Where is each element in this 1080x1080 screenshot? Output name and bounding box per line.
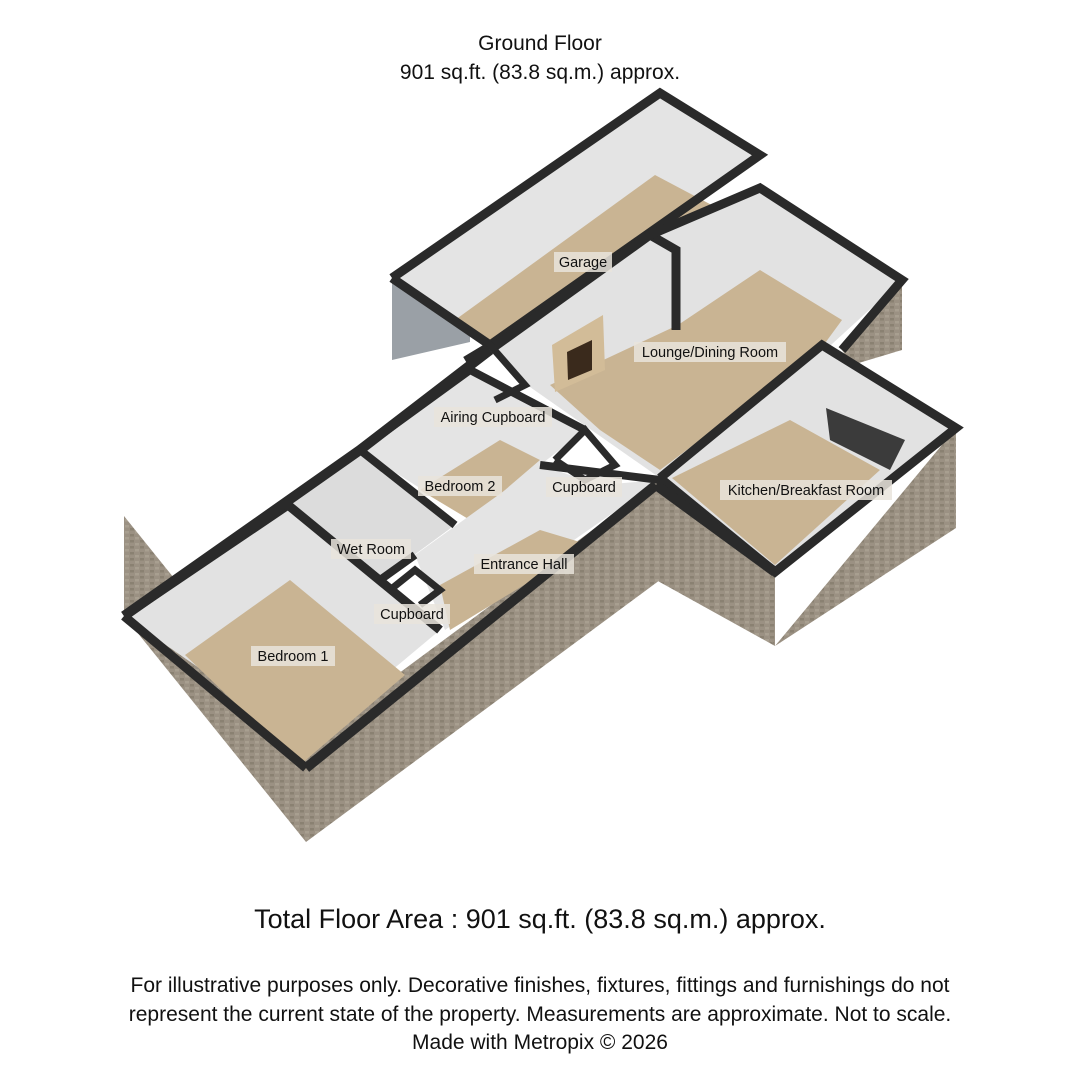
room-label-bedroom-1: Bedroom 1 [257, 649, 329, 665]
room-label-kitchen-breakfast: Kitchen/Breakfast Room [727, 483, 885, 499]
room-label-bedroom-2: Bedroom 2 [424, 479, 496, 495]
room-label-wet-room: Wet Room [336, 542, 406, 558]
room-label-entrance-hall: Entrance Hall [480, 557, 568, 573]
room-label-airing-cupboard: Airing Cupboard [440, 410, 546, 426]
room-label-cupboard-hall: Cupboard [552, 480, 616, 496]
total-floor-area: Total Floor Area : 901 sq.ft. (83.8 sq.m.) approx. [254, 904, 826, 934]
floor-area: 901 sq.ft. (83.8 sq.m.) approx. [399, 61, 681, 84]
room-label-cupboard-bedroom: Cupboard [380, 607, 444, 623]
room-label-lounge-dining: Lounge/Dining Room [641, 345, 779, 361]
room-label-garage: Garage [558, 255, 608, 271]
floor-name: Ground Floor [478, 32, 602, 55]
disclaimer-line-2: represent the current state of the property. Measurements are approximate. Not to scale. [128, 1003, 952, 1026]
credit-line: Made with Metropix © 2026 [412, 1031, 668, 1054]
disclaimer-line-1: For illustrative purposes only. Decorative finishes, fixtures, fittings and furnishings do not [130, 974, 950, 997]
